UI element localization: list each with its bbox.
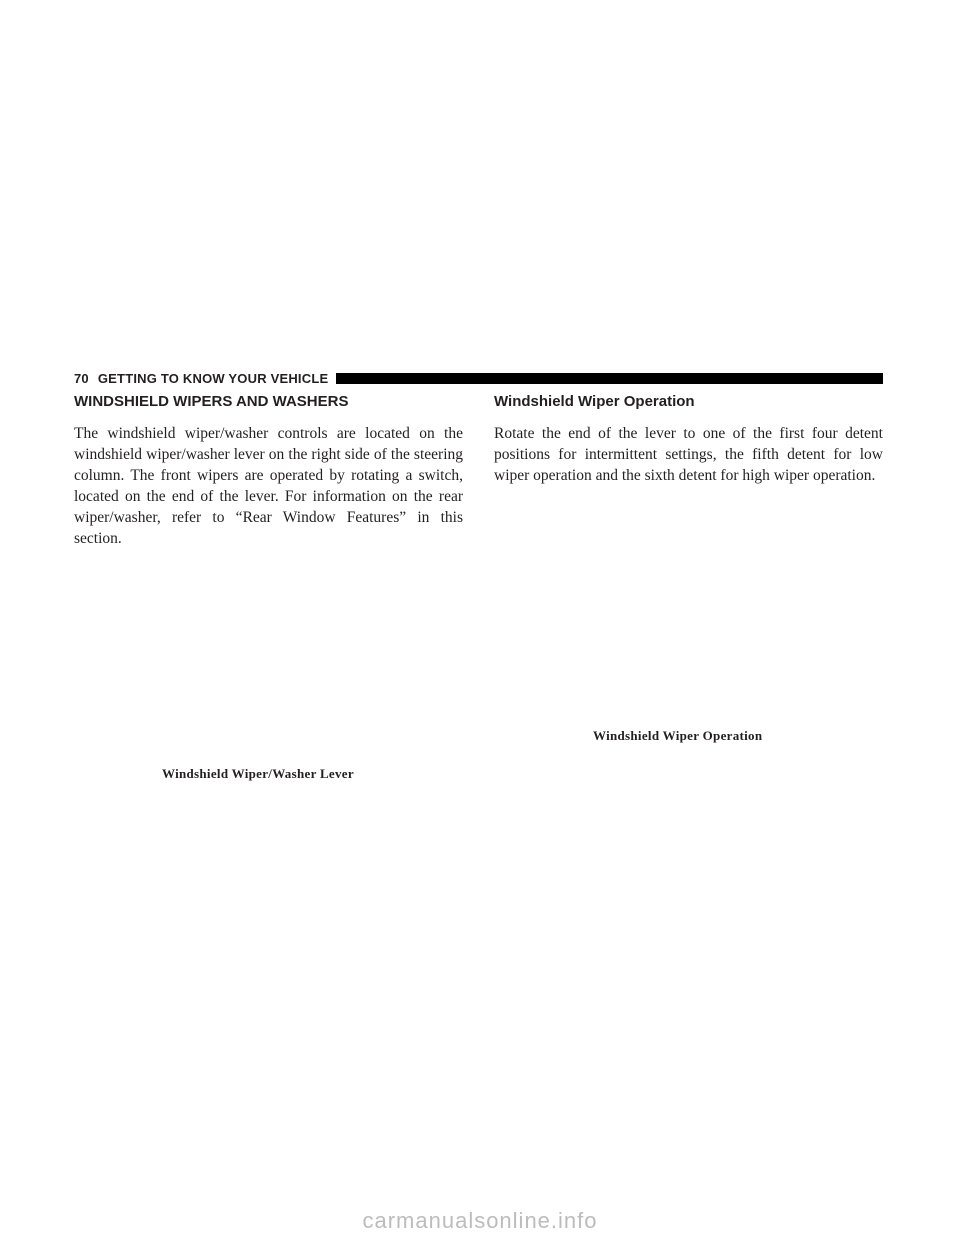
right-column <box>494 393 883 486</box>
header-rule <box>336 373 883 384</box>
figure-caption-wiper-lever: Windshield Wiper/Washer Lever <box>162 766 354 781</box>
figure-caption-wiper-operation: Windshield Wiper Operation <box>593 728 763 743</box>
page-number: 70 <box>74 370 89 386</box>
subsection-heading: Windshield Wiper Operation <box>494 393 695 410</box>
right-body-paragraph: Rotate the end of the lever to one of the first four detent positions for intermittent settings, the fifth detent for low wiper operation and the sixth detent for high wiper operation. <box>494 425 883 484</box>
left-column <box>74 393 463 549</box>
section-title: GETTING TO KNOW YOUR VEHICLE <box>97 370 329 386</box>
left-body-paragraph: The windshield wiper/washer controls are located on the windshield wiper/washer lever on the right side of the steering column. The front wipers are operated by rotating a switch, located on the end of the lever. For information on the rear wiper/washer, refer to “Rear Window Features” in this section. <box>74 425 463 547</box>
watermark: carmanualsonline.info <box>362 1208 598 1233</box>
section-heading: WINDSHIELD WIPERS AND WASHERS <box>74 393 349 410</box>
page-header <box>74 369 883 387</box>
